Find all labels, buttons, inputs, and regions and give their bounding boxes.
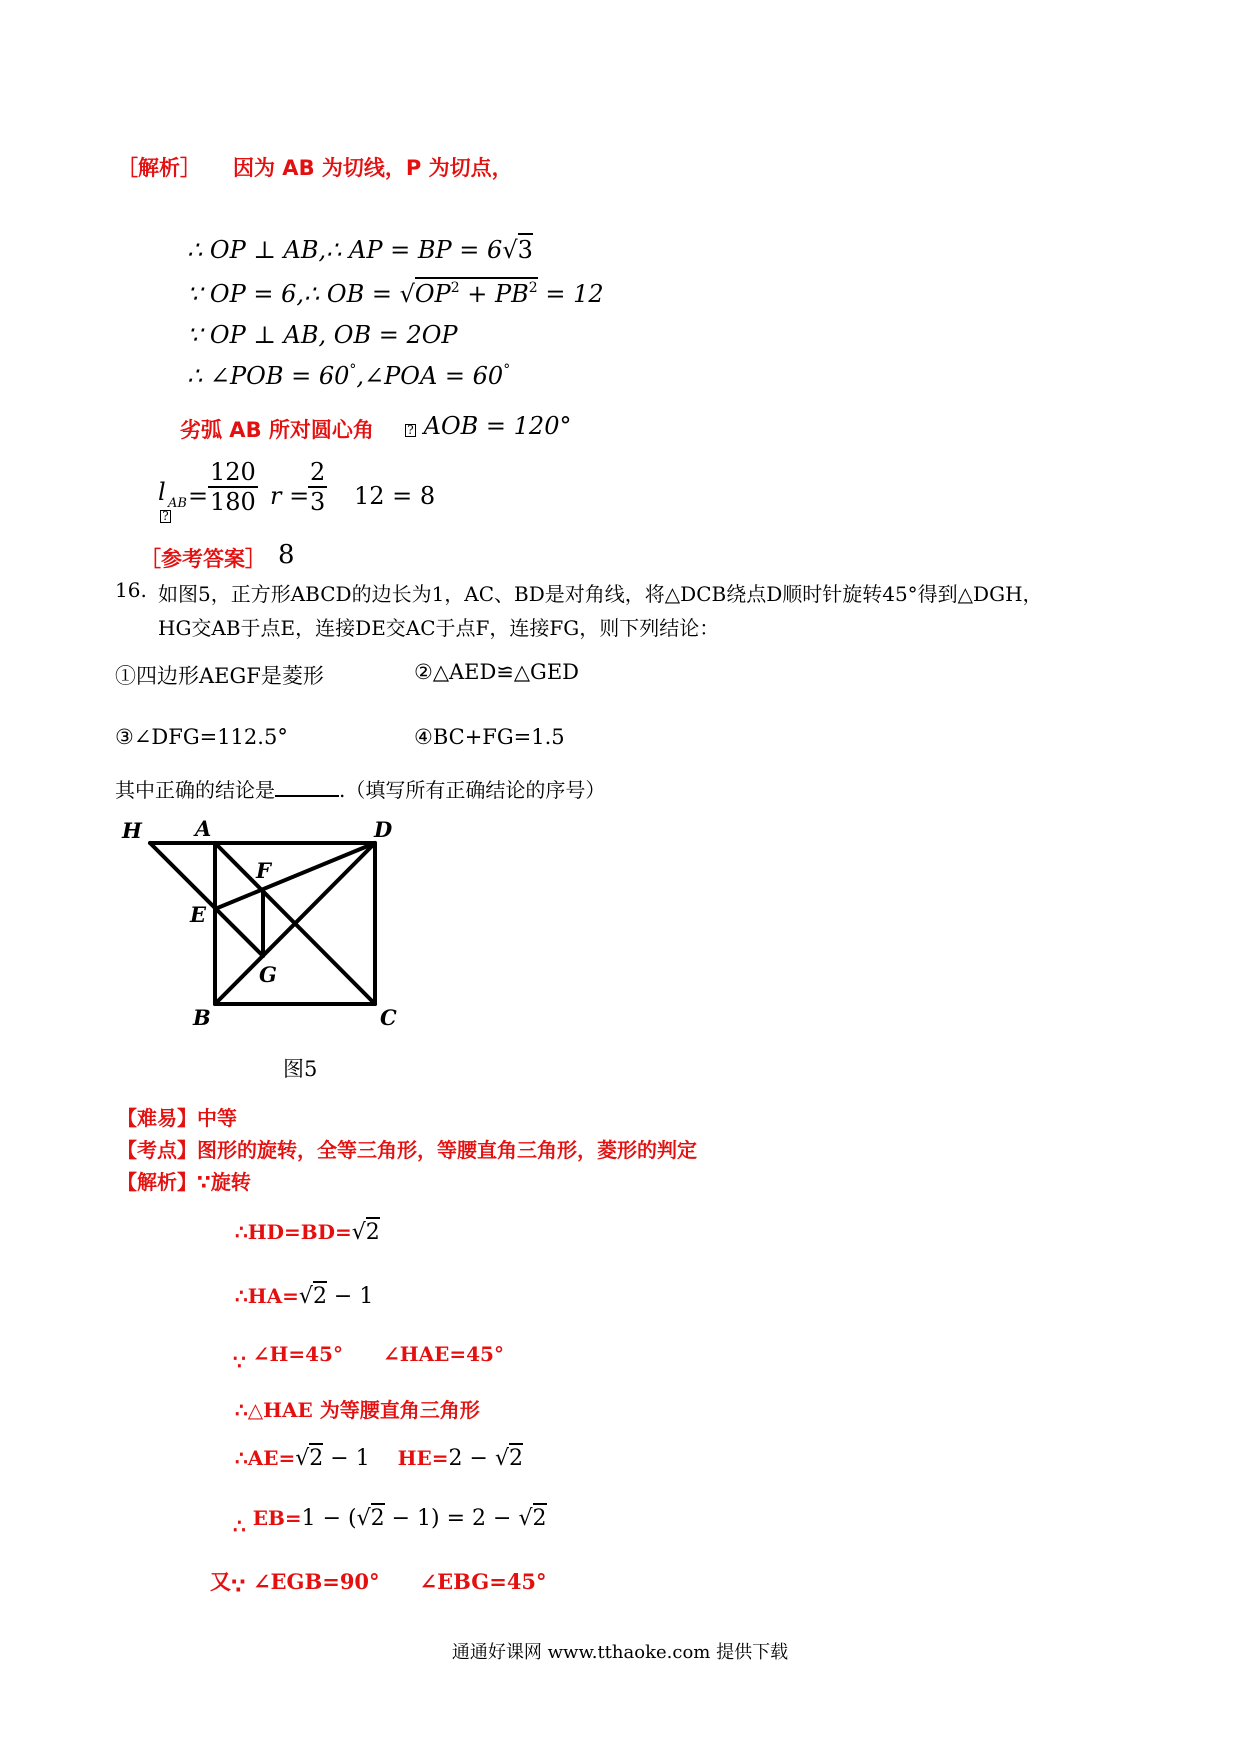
option-3: ③∠DFG=112.5°	[115, 725, 288, 749]
step-3: ∵ ∠H=45° ∠HAE=45°	[233, 1342, 504, 1374]
arc-math: ? AOB = 120°	[405, 412, 571, 440]
option-2: ②△AED≌△GED	[414, 660, 579, 684]
option-1: ①四边形AEGF是菱形	[115, 664, 324, 688]
step-1: ∴HD=BD=√2	[235, 1220, 380, 1245]
analysis-2: 【解析】∵旋转	[117, 1170, 251, 1194]
label-e: E	[190, 902, 207, 927]
page-footer: 通通好课网 www.tthaoke.com 提供下载	[451, 1642, 789, 1663]
step-2: ∴HA=√2 − 1	[235, 1284, 373, 1309]
option-4: ④BC+FG=1.5	[414, 725, 565, 749]
step-6: ∴ EB=1 − (√2 − 1) = 2 − √2	[233, 1506, 547, 1531]
label-c: C	[380, 1005, 397, 1030]
label-f: F	[256, 858, 271, 883]
question-number: 16.	[115, 578, 147, 602]
math-line-1: ∴ OP ⊥ AB,∴ AP = BP = 6√3	[187, 236, 533, 264]
analysis-heading: ［解析］	[117, 156, 201, 180]
math-line-2: ∵ OP = 6,∴ OB = $√OP^2 + PB^2 = 12$	[187, 280, 604, 308]
label-b: B	[193, 1005, 211, 1030]
answer-value: 8	[278, 540, 295, 570]
figure-caption: 图5	[283, 1057, 318, 1081]
step-4: ∴△HAE 为等腰直角三角形	[235, 1398, 480, 1422]
analysis-intro: 因为 AB 为切线，P 为切点，	[233, 156, 513, 180]
question-prompt: 其中正确的结论是 .（填写所有正确结论的序号）	[115, 778, 606, 802]
label-d: D	[374, 817, 393, 842]
question-line-1: 如图5，正方形ABCD的边长为1，AC、BD是对角线，将△DCB绕点D顺时针旋转45°得到△DGH，	[158, 582, 1043, 606]
math-line-4: ∴ ∠POB = 60°,∠POA = 60°	[187, 362, 511, 390]
topic: 【考点】图形的旋转，全等三角形，等腰直角三角形，菱形的判定	[117, 1138, 697, 1162]
question-line-2: HG交AB于点E，连接DE交AC于点F，连接FG，则下列结论：	[158, 616, 720, 640]
geometry-figure	[110, 812, 410, 1032]
answer-label: ［参考答案］	[140, 547, 266, 571]
step-5: ∴AE=√2 − 1 HE=2 − √2	[235, 1446, 523, 1471]
label-h: H	[122, 818, 142, 843]
answer-blank[interactable]	[275, 777, 339, 797]
difficulty: 【难易】中等	[117, 1106, 237, 1130]
math-line-3: ∵ OP ⊥ AB, OB = 2OP	[187, 321, 458, 349]
segment-de	[215, 843, 375, 909]
segment-hg	[150, 843, 263, 956]
arc-text: 劣弧 AB 所对圆心角	[180, 418, 374, 442]
step-7: 又∵ ∠EGB=90° ∠EBG=45°	[210, 1569, 547, 1598]
label-a: A	[195, 816, 212, 841]
label-g: G	[259, 962, 277, 987]
